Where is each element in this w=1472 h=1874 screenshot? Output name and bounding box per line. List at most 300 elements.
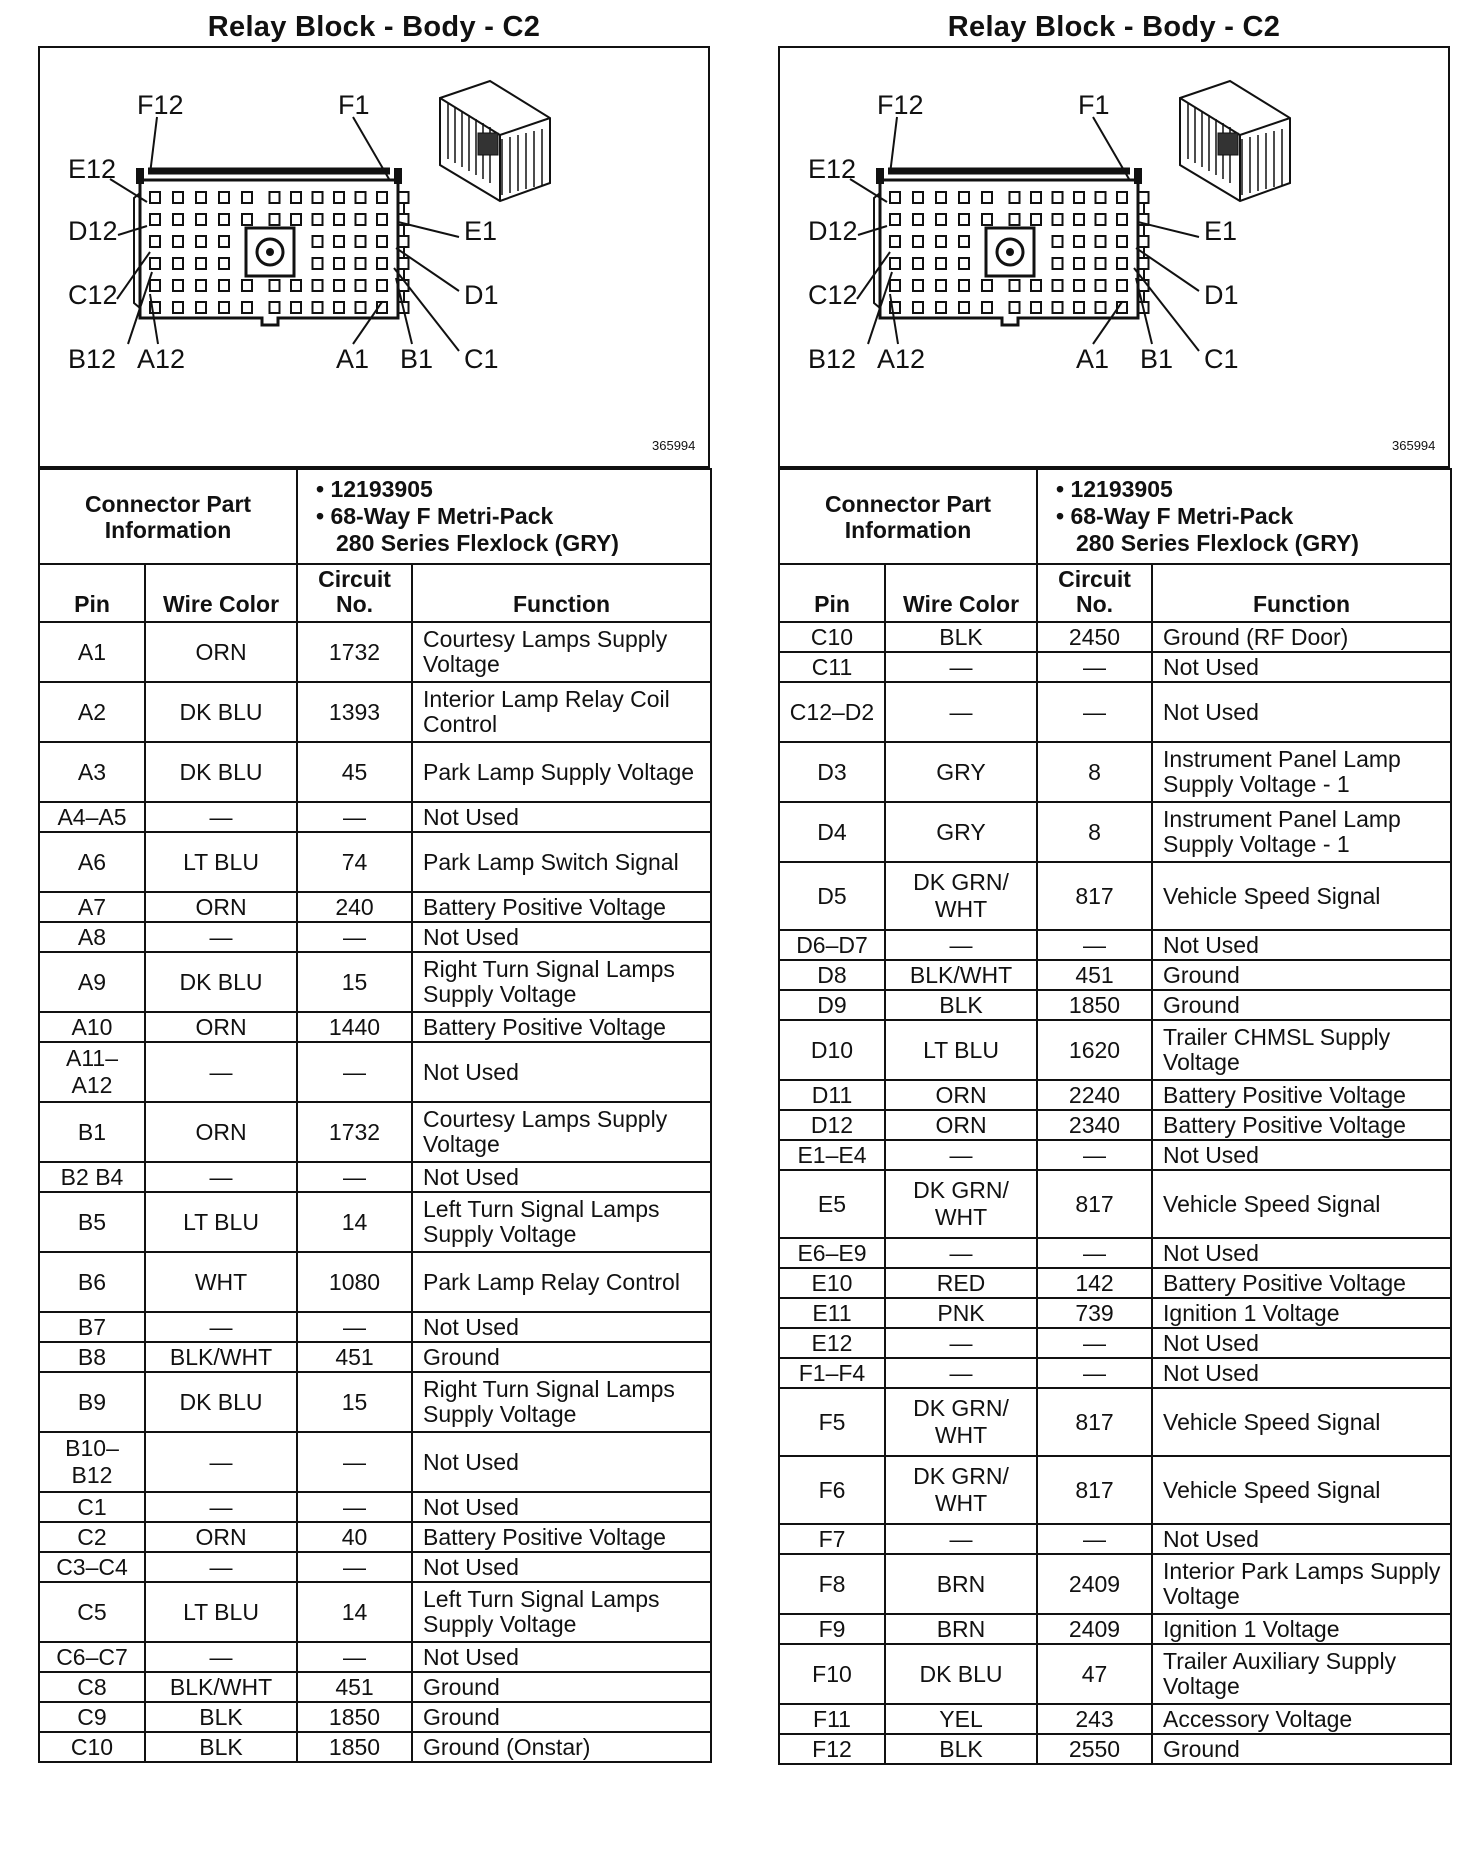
pin-cell: A7	[39, 892, 145, 922]
pinout-table	[38, 468, 712, 1763]
connector-info-row	[39, 469, 711, 564]
wire-color-cell: —	[145, 1552, 297, 1582]
circuit-cell: 1732	[297, 1102, 412, 1162]
function-cell: Trailer CHMSL Supply Voltage	[1152, 1020, 1451, 1080]
pin-cell: B7	[39, 1312, 145, 1342]
pin-cavity	[1053, 280, 1063, 291]
cavity-label: E12	[68, 154, 117, 184]
circuit-cell: —	[297, 1312, 412, 1342]
pin-cavity	[196, 214, 206, 225]
table-row	[39, 832, 711, 892]
table-row	[779, 1524, 1451, 1554]
wire-color-cell: YEL	[885, 1704, 1037, 1734]
connector-diagram	[38, 46, 710, 468]
pin-cavity	[219, 214, 229, 225]
wire-color-cell: DK BLU	[145, 682, 297, 742]
pin-cavity	[150, 236, 160, 247]
pin-cell: B2 B4	[39, 1162, 145, 1192]
pin-cell: E12	[779, 1328, 885, 1358]
table-row	[779, 930, 1451, 960]
function-cell: Battery Positive Voltage	[412, 1522, 711, 1552]
pin-cell: F5	[779, 1388, 885, 1456]
connector-latch-left	[876, 168, 884, 184]
wire-color-cell: RED	[885, 1268, 1037, 1298]
pin-cell: C3–C4	[39, 1552, 145, 1582]
circuit-cell: 2409	[1037, 1554, 1152, 1614]
pin-cavity	[1074, 192, 1084, 203]
header-pin: Pin	[39, 564, 145, 622]
pin-cell: F8	[779, 1554, 885, 1614]
circuit-cell: —	[1037, 682, 1152, 742]
cavity-label: A1	[336, 344, 370, 374]
wire-color-cell: LT BLU	[145, 832, 297, 892]
wire-color-cell: —	[885, 682, 1037, 742]
circuit-cell: 451	[297, 1342, 412, 1372]
pin-cavity	[173, 236, 183, 247]
circuit-cell: —	[297, 1642, 412, 1672]
leader-line	[118, 226, 147, 235]
panel-title: Relay Block - Body - C2	[207, 11, 541, 43]
table-row	[779, 1614, 1451, 1644]
connector-part-info: • 12193905 • 68-Way F Metri-Pack 280 Series Flexlock (GRY)	[1037, 469, 1451, 564]
panel-title: Relay Block - Body - C2	[947, 11, 1281, 43]
wire-color-cell: —	[145, 1042, 297, 1102]
function-cell: Courtesy Lamps Supply Voltage	[412, 622, 711, 682]
function-cell: Not Used	[1152, 1140, 1451, 1170]
pin-cavity	[890, 192, 900, 203]
wire-color-cell: —	[145, 1642, 297, 1672]
circuit-cell: 817	[1037, 1456, 1152, 1524]
pin-cavity	[1096, 192, 1106, 203]
wire-color-cell: WHT	[145, 1252, 297, 1312]
pin-cell: D9	[779, 990, 885, 1020]
function-cell: Not Used	[1152, 1524, 1451, 1554]
circuit-cell: 1850	[297, 1732, 412, 1762]
cavity-label: C1	[464, 344, 499, 374]
table-row	[39, 892, 711, 922]
pin-cavity	[982, 280, 992, 291]
function-cell: Vehicle Speed Signal	[1152, 862, 1451, 930]
wire-color-cell: ORN	[885, 1110, 1037, 1140]
wire-color-cell: —	[145, 1162, 297, 1192]
table-row	[39, 1042, 711, 1102]
pin-cell: A3	[39, 742, 145, 802]
pin-cavity	[334, 258, 344, 269]
pin-cell: D3	[779, 742, 885, 802]
circuit-cell: 15	[297, 1372, 412, 1432]
table-row	[39, 1342, 711, 1372]
circuit-cell: 451	[1037, 960, 1152, 990]
pin-cavity	[913, 280, 923, 291]
pin-cavity	[1117, 214, 1127, 225]
pin-cell: F7	[779, 1524, 885, 1554]
pin-cell: C12–D2	[779, 682, 885, 742]
table-row	[779, 652, 1451, 682]
pin-cavity	[313, 302, 323, 313]
leader-line	[858, 226, 887, 235]
wire-color-cell: DK BLU	[885, 1644, 1037, 1704]
pin-cavity	[334, 280, 344, 291]
pin-cavity	[982, 214, 992, 225]
function-cell: Battery Positive Voltage	[412, 892, 711, 922]
wire-color-cell: LT BLU	[145, 1192, 297, 1252]
function-cell: Instrument Panel Lamp Supply Voltage - 1	[1152, 742, 1451, 802]
wire-color-cell: —	[885, 652, 1037, 682]
table-row	[779, 1140, 1451, 1170]
connector-face-drawing	[40, 48, 708, 462]
function-cell: Ground	[1152, 960, 1451, 990]
cavity-label: D1	[1204, 280, 1239, 310]
pin-cavity	[1010, 280, 1020, 291]
circuit-cell: 74	[297, 832, 412, 892]
wire-color-cell: DK GRN/ WHT	[885, 862, 1037, 930]
pin-cavity	[913, 214, 923, 225]
connector-3d-sketch	[1180, 81, 1290, 201]
circuit-cell: —	[297, 922, 412, 952]
pin-cavity	[334, 192, 344, 203]
table-row	[39, 1252, 711, 1312]
function-cell: Vehicle Speed Signal	[1152, 1170, 1451, 1238]
pin-cavity	[270, 192, 280, 203]
pin-cavity	[270, 302, 280, 313]
header-wire-color: Wire Color	[145, 564, 297, 622]
pin-cavity	[377, 214, 387, 225]
function-cell: Ignition 1 Voltage	[1152, 1614, 1451, 1644]
pin-cavity	[1010, 192, 1020, 203]
function-cell: Ground	[1152, 990, 1451, 1020]
pin-cavity	[1031, 280, 1041, 291]
circuit-cell: 45	[297, 742, 412, 802]
circuit-cell: 2409	[1037, 1614, 1152, 1644]
wire-color-cell: —	[145, 1492, 297, 1522]
pin-cavity	[196, 302, 206, 313]
leader-line	[1138, 222, 1199, 237]
pin-cavity	[334, 214, 344, 225]
function-cell: Accessory Voltage	[1152, 1704, 1451, 1734]
part-number: 12193905	[330, 476, 433, 502]
table-row	[39, 1552, 711, 1582]
wire-color-cell: —	[145, 1312, 297, 1342]
pin-cell: C11	[779, 652, 885, 682]
table-row	[39, 952, 711, 1012]
pin-cavity	[356, 258, 366, 269]
pin-cavity	[173, 214, 183, 225]
circuit-cell: —	[1037, 1524, 1152, 1554]
circuit-cell: 2550	[1037, 1734, 1152, 1764]
table-row	[779, 742, 1451, 802]
pin-cavity	[313, 236, 323, 247]
connector-part-info: • 12193905 • 68-Way F Metri-Pack 280 Series Flexlock (GRY)	[297, 469, 711, 564]
pin-cell: B10–B12	[39, 1432, 145, 1492]
pin-cavity	[1074, 302, 1084, 313]
table-row	[39, 1312, 711, 1342]
pin-cavity	[173, 302, 183, 313]
circuit-cell: —	[297, 802, 412, 832]
pin-cavity	[334, 302, 344, 313]
function-cell: Ground	[1152, 1734, 1451, 1764]
function-cell: Not Used	[412, 1432, 711, 1492]
pin-cavity	[313, 214, 323, 225]
table-row	[779, 862, 1451, 930]
function-cell: Ground	[412, 1342, 711, 1372]
wire-color-cell: BLK	[885, 990, 1037, 1020]
pin-cavity	[150, 192, 160, 203]
table-row	[779, 1644, 1451, 1704]
table-row	[779, 1734, 1451, 1764]
function-cell: Not Used	[412, 1552, 711, 1582]
header-function: Function	[412, 564, 711, 622]
wire-color-cell: BLK/WHT	[145, 1342, 297, 1372]
pin-cavity	[377, 280, 387, 291]
pin-cavity	[1053, 192, 1063, 203]
pin-cell: F11	[779, 1704, 885, 1734]
circuit-cell: 1620	[1037, 1020, 1152, 1080]
wire-color-cell: DK GRN/ WHT	[885, 1170, 1037, 1238]
cavity-label: D1	[464, 280, 499, 310]
circuit-cell: 47	[1037, 1644, 1152, 1704]
circuit-cell: 739	[1037, 1298, 1152, 1328]
cavity-label: C12	[808, 280, 858, 310]
figure-number: 365994	[1392, 438, 1436, 453]
pin-cavity	[1010, 302, 1020, 313]
pin-cavity	[913, 302, 923, 313]
pin-cavity	[173, 192, 183, 203]
pin-cell: D4	[779, 802, 885, 862]
table-row	[779, 1238, 1451, 1268]
pin-cavity	[1074, 214, 1084, 225]
cavity-label: E1	[1204, 216, 1238, 246]
wire-color-cell: GRY	[885, 802, 1037, 862]
connector-part-label: Connector Part Information	[39, 469, 297, 564]
table-row	[39, 622, 711, 682]
circuit-cell: —	[1037, 1140, 1152, 1170]
function-cell: Vehicle Speed Signal	[1152, 1456, 1451, 1524]
pin-cavity	[356, 236, 366, 247]
pin-cavity	[377, 258, 387, 269]
leader-line	[150, 117, 157, 174]
wire-color-cell: ORN	[145, 1522, 297, 1552]
wire-color-cell: —	[885, 930, 1037, 960]
pin-cell: B6	[39, 1252, 145, 1312]
pin-cavity	[913, 258, 923, 269]
header-wire-color: Wire Color	[885, 564, 1037, 622]
pin-cell: D10	[779, 1020, 885, 1080]
table-row	[779, 1328, 1451, 1358]
pin-cell: F10	[779, 1644, 885, 1704]
pin-cavity	[196, 236, 206, 247]
function-cell: Left Turn Signal Lamps Supply Voltage	[412, 1192, 711, 1252]
table-row	[39, 1372, 711, 1432]
function-cell: Ground	[412, 1672, 711, 1702]
pin-cavity	[270, 214, 280, 225]
leader-line	[890, 117, 897, 174]
pin-cell: B5	[39, 1192, 145, 1252]
pin-cavity	[1096, 236, 1106, 247]
function-cell: Park Lamp Switch Signal	[412, 832, 711, 892]
wire-color-cell: ORN	[145, 892, 297, 922]
circuit-cell: —	[1037, 1238, 1152, 1268]
header-pin: Pin	[779, 564, 885, 622]
pin-cavity	[242, 214, 252, 225]
pin-cell: A4–A5	[39, 802, 145, 832]
function-cell: Interior Lamp Relay Coil Control	[412, 682, 711, 742]
pin-cell: A6	[39, 832, 145, 892]
table-row	[39, 682, 711, 742]
pin-cavity	[936, 192, 946, 203]
leader-line	[398, 222, 459, 237]
wire-color-cell: —	[885, 1238, 1037, 1268]
wire-color-cell: LT BLU	[885, 1020, 1037, 1080]
pin-cell: E6–E9	[779, 1238, 885, 1268]
wire-color-cell: LT BLU	[145, 1582, 297, 1642]
wire-color-cell: DK GRN/ WHT	[885, 1456, 1037, 1524]
circuit-cell: 1850	[297, 1702, 412, 1732]
circuit-cell: —	[297, 1552, 412, 1582]
pin-cavity	[196, 258, 206, 269]
pin-cell: C6–C7	[39, 1642, 145, 1672]
pin-cell: C1	[39, 1492, 145, 1522]
center-boss-dot	[266, 248, 274, 256]
pin-cavity	[242, 192, 252, 203]
wire-color-cell: BLK	[885, 622, 1037, 652]
pin-cavity	[313, 280, 323, 291]
table-row	[39, 1582, 711, 1642]
pin-cell: A2	[39, 682, 145, 742]
table-row	[39, 1672, 711, 1702]
wire-color-cell: ORN	[145, 622, 297, 682]
pin-cavity	[959, 280, 969, 291]
cavity-label: D12	[68, 216, 118, 246]
cavity-label: F12	[137, 90, 184, 120]
cavity-label: E12	[808, 154, 857, 184]
function-cell: Not Used	[412, 1642, 711, 1672]
wire-color-cell: BLK	[885, 1734, 1037, 1764]
circuit-cell: 40	[297, 1522, 412, 1552]
header-circuit: Circuit No.	[297, 564, 412, 622]
pin-cell: C10	[39, 1732, 145, 1762]
pin-cavity	[399, 258, 409, 269]
pin-cell: A8	[39, 922, 145, 952]
pin-cell: A9	[39, 952, 145, 1012]
pin-cavity	[959, 236, 969, 247]
cavity-label: A1	[1076, 344, 1110, 374]
wire-color-cell: —	[885, 1328, 1037, 1358]
pin-cavity	[219, 302, 229, 313]
circuit-cell: 2450	[1037, 622, 1152, 652]
function-cell: Ground (RF Door)	[1152, 622, 1451, 652]
circuit-cell: 240	[297, 892, 412, 922]
pin-cavity	[270, 280, 280, 291]
wire-color-cell: GRY	[885, 742, 1037, 802]
pin-cavity	[242, 280, 252, 291]
wire-color-cell: BRN	[885, 1554, 1037, 1614]
pin-cell: D12	[779, 1110, 885, 1140]
table-row	[39, 1162, 711, 1192]
circuit-cell: —	[297, 1042, 412, 1102]
function-cell: Not Used	[412, 1312, 711, 1342]
circuit-cell: 243	[1037, 1704, 1152, 1734]
pin-cell: D11	[779, 1080, 885, 1110]
pin-cavity	[959, 258, 969, 269]
function-cell: Interior Park Lamps Supply Voltage	[1152, 1554, 1451, 1614]
table-row	[39, 1702, 711, 1732]
pin-cavity	[219, 258, 229, 269]
function-cell: Battery Positive Voltage	[1152, 1268, 1451, 1298]
circuit-cell: 15	[297, 952, 412, 1012]
pin-cavity	[982, 192, 992, 203]
circuit-cell: —	[1037, 1328, 1152, 1358]
circuit-cell: 8	[1037, 802, 1152, 862]
pin-cell: F1–F4	[779, 1358, 885, 1388]
cavity-label: B1	[1140, 344, 1174, 374]
pin-cavity	[313, 258, 323, 269]
pin-cavity	[1117, 280, 1127, 291]
sketch-boss	[478, 133, 498, 155]
pin-cavity	[291, 214, 301, 225]
pin-cavity	[936, 214, 946, 225]
function-cell: Courtesy Lamps Supply Voltage	[412, 1102, 711, 1162]
circuit-cell: 142	[1037, 1268, 1152, 1298]
panel-left	[38, 0, 710, 1763]
pin-cavity	[150, 258, 160, 269]
wire-color-cell: DK BLU	[145, 742, 297, 802]
function-cell: Not Used	[412, 922, 711, 952]
pin-cell: E10	[779, 1268, 885, 1298]
connector-series: 280 Series Flexlock (GRY)	[336, 530, 619, 556]
pin-cavity	[1096, 302, 1106, 313]
table-row	[779, 960, 1451, 990]
pin-cell: B9	[39, 1372, 145, 1432]
pin-cavity	[356, 192, 366, 203]
function-cell: Not Used	[412, 802, 711, 832]
connector-part-label: Connector Part Information	[779, 469, 1037, 564]
table-row	[779, 1388, 1451, 1456]
pin-cavity	[959, 192, 969, 203]
pin-cell: C8	[39, 1672, 145, 1702]
table-row	[39, 1522, 711, 1552]
function-cell: Park Lamp Relay Control	[412, 1252, 711, 1312]
circuit-cell: 817	[1037, 862, 1152, 930]
function-cell: Not Used	[412, 1162, 711, 1192]
table-row	[39, 1642, 711, 1672]
wire-color-cell: —	[145, 802, 297, 832]
pin-cavity	[291, 192, 301, 203]
pin-cavity	[196, 192, 206, 203]
wire-color-cell: DK BLU	[145, 1372, 297, 1432]
function-cell: Ground	[412, 1702, 711, 1732]
pin-cell: A10	[39, 1012, 145, 1042]
pin-cavity	[219, 280, 229, 291]
pin-cell: B1	[39, 1102, 145, 1162]
connector-type: 68-Way F Metri-Pack	[330, 503, 554, 529]
pin-cavity	[890, 214, 900, 225]
pin-cavity	[173, 280, 183, 291]
pin-cavity	[1117, 192, 1127, 203]
circuit-cell: 14	[297, 1192, 412, 1252]
circuit-cell: —	[297, 1162, 412, 1192]
pin-cavity	[1096, 280, 1106, 291]
cavity-label: B12	[808, 344, 857, 374]
pin-cell: A11–A12	[39, 1042, 145, 1102]
cavity-label: C1	[1204, 344, 1239, 374]
function-cell: Battery Positive Voltage	[1152, 1110, 1451, 1140]
pin-cavity	[1139, 236, 1149, 247]
header-row	[39, 564, 711, 622]
function-cell: Not Used	[1152, 1328, 1451, 1358]
pin-cavity	[1074, 258, 1084, 269]
cavity-label: F12	[877, 90, 924, 120]
pin-cavity	[936, 302, 946, 313]
